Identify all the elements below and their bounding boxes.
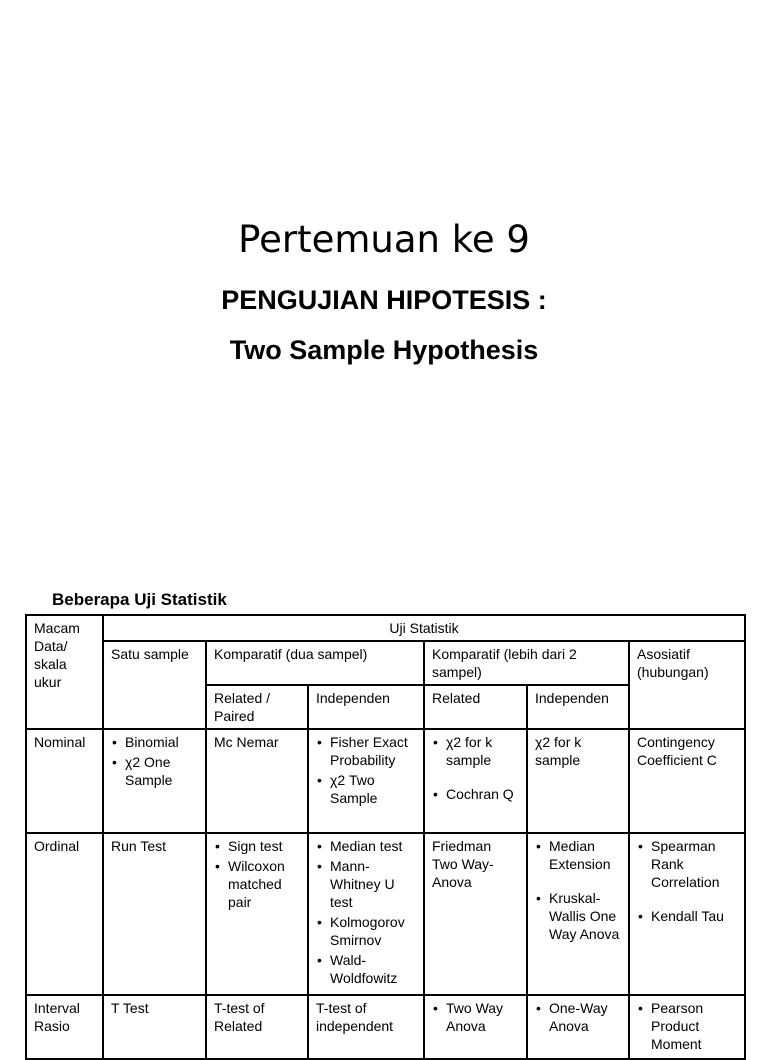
list-item: • Kolmogorov Smirnov xyxy=(316,913,416,949)
table-row-interval xyxy=(26,995,745,1059)
list-item: • Wilcoxon matched pair xyxy=(214,857,300,911)
list-item: • Kruskal-Wallis One Way Anova xyxy=(535,889,621,943)
list-item: • One-Way Anova xyxy=(535,999,621,1035)
cell-independen xyxy=(308,729,424,833)
list-item: • χ2 Two Sample xyxy=(316,771,416,807)
list-item: • Kendall Tau xyxy=(637,907,737,925)
table-caption: Beberapa Uji Statistik xyxy=(52,590,227,609)
subheader-related-paired: Related / Paired xyxy=(206,685,308,729)
subheader-independen: Independen xyxy=(308,685,424,729)
table-row-nominal xyxy=(26,729,745,833)
list-item: • Cochran Q xyxy=(432,785,519,803)
list-item: • χ2 for k sample xyxy=(432,733,519,769)
header-row-1 xyxy=(26,615,745,641)
list-item: • Sign test xyxy=(214,837,300,855)
cell-independen-k xyxy=(527,995,629,1059)
table-row-ordinal xyxy=(26,833,745,995)
cell-text: Friedman xyxy=(432,838,492,854)
group-header: Uji Statistik xyxy=(103,615,745,641)
header-asosiatif: Asosiatif (hubungan) xyxy=(629,641,745,729)
header-komparatif-dua: Komparatif (dua sampel) xyxy=(206,641,424,685)
list-item: • Two Way Anova xyxy=(432,999,519,1035)
cell-asosiatif xyxy=(629,995,745,1059)
cell-text: Two Way-Anova xyxy=(432,856,494,890)
list-item: • Median Extension xyxy=(535,837,621,873)
cell-independen xyxy=(308,833,424,995)
list-item: • Wald-Woldfowitz xyxy=(316,951,416,987)
list-item: • χ2 One Sample xyxy=(111,753,198,789)
cell-asosiatif xyxy=(629,833,745,995)
cell-asosiatif: Contingency Coefficient C xyxy=(629,729,745,833)
corner-header: Macam Data/ skala ukur xyxy=(26,615,103,729)
statistics-table xyxy=(25,614,746,1060)
list-item: • Pearson Product Moment xyxy=(637,999,737,1053)
header-row-2 xyxy=(26,641,745,685)
cell-related-paired: T-test of Related xyxy=(206,995,308,1059)
list-item: • Mann-Whitney U test xyxy=(316,857,416,911)
header-satu-sample: Satu sample xyxy=(103,641,206,729)
cell-independen-k: χ2 for k sample xyxy=(527,729,629,833)
cell-related-k xyxy=(424,995,527,1059)
page-title: Pertemuan ke 9 xyxy=(238,218,530,261)
list-item: • Median test xyxy=(316,837,416,855)
row-label: Nominal xyxy=(26,729,103,833)
subtitle-line-2: Two Sample Hypothesis xyxy=(229,335,539,365)
list-item: • Spearman Rank Correlation xyxy=(637,837,737,891)
cell-independen: T-test of independent xyxy=(308,995,424,1059)
list-item: • Binomial xyxy=(111,733,198,751)
list-item: • Fisher Exact Probability xyxy=(316,733,416,769)
cell-satu xyxy=(103,729,206,833)
row-label: Ordinal xyxy=(26,833,103,995)
row-label: Interval Rasio xyxy=(26,995,103,1059)
header-komparatif-k: Komparatif (lebih dari 2 sampel) xyxy=(424,641,629,685)
cell-related-paired xyxy=(206,833,308,995)
cell-satu: T Test xyxy=(103,995,206,1059)
subheader-independen-k: Independen xyxy=(527,685,629,729)
cell-independen-k xyxy=(527,833,629,995)
cell-related-k xyxy=(424,729,527,833)
subheader-related: Related xyxy=(424,685,527,729)
cell-related-k xyxy=(424,833,527,995)
cell-satu: Run Test xyxy=(103,833,206,995)
subtitle-line-1: PENGUJIAN HIPOTESIS : xyxy=(221,285,547,315)
cell-related-paired: Mc Nemar xyxy=(206,729,308,833)
